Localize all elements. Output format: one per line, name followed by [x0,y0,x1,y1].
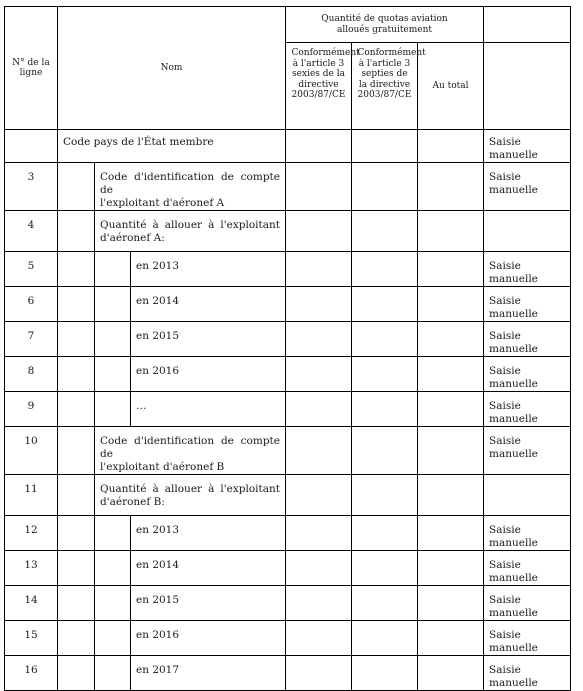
saisie-manuelle-label: Saisie manuelle [484,322,571,357]
row-label: Code d'identification de compte de l'exploitant d'aéronef A [95,163,286,211]
header-quota-group: Quantité de quotas aviation alloués gratuitement [286,7,484,43]
row-number: 15 [5,621,58,656]
indent-cell [95,621,131,656]
row-number: 8 [5,357,58,392]
indent-cell [95,252,131,287]
table-row [5,392,571,427]
cell-septies [352,211,418,252]
row-label: en 2014 [131,551,286,586]
row-number: 12 [5,516,58,551]
cell-septies [352,322,418,357]
cell-septies [352,252,418,287]
header-empty [484,7,571,43]
row-label: en 2013 [131,252,286,287]
row-number: 6 [5,287,58,322]
cell-septies [352,475,418,516]
indent-cell [95,392,131,427]
indent-cell [58,656,95,691]
cell-sexies [286,163,352,211]
saisie-manuelle-label: Saisie manuelle [484,586,571,621]
row-number: 3 [5,163,58,211]
saisie-manuelle-label: Saisie manuelle [484,656,571,691]
table-row [5,516,571,551]
saisie-manuelle-label: Saisie manuelle [484,551,571,586]
table-row [5,621,571,656]
row-label: en 2017 [131,656,286,691]
row-number: 16 [5,656,58,691]
cell-total [418,252,484,287]
row-number: 4 [5,211,58,252]
cell-septies [352,427,418,475]
table-row [5,551,571,586]
cell-total [418,621,484,656]
header-art-3-septies: Conformément à l'article 3 septies de la directive 2003/87/CE [352,43,418,130]
table-row [5,130,571,163]
row-label: en 2016 [131,621,286,656]
cell-septies [352,130,418,163]
cell-sexies [286,357,352,392]
indent-cell [58,252,95,287]
table-row [5,163,571,211]
table-row [5,357,571,392]
header-name: Nom [58,7,286,130]
indent-cell [95,322,131,357]
table-row [5,656,571,691]
indent-cell [95,357,131,392]
indent-cell [58,211,95,252]
row-number: 7 [5,322,58,357]
table-row [5,252,571,287]
table-row [5,287,571,322]
cell-sexies [286,656,352,691]
cell-total [418,656,484,691]
cell-sexies [286,322,352,357]
indent-cell [95,551,131,586]
cell-sexies [286,427,352,475]
row-label: Code pays de l'État membre [58,130,286,163]
row-number [5,130,58,163]
indent-cell [58,357,95,392]
cell-sexies [286,475,352,516]
indent-cell [95,516,131,551]
saisie-manuelle-label [484,211,571,252]
row-number: 9 [5,392,58,427]
cell-septies [352,551,418,586]
cell-total [418,516,484,551]
indent-cell [95,287,131,322]
cell-total [418,211,484,252]
cell-total [418,427,484,475]
cell-sexies [286,392,352,427]
indent-cell [58,287,95,322]
row-number: 13 [5,551,58,586]
row-number: 10 [5,427,58,475]
cell-sexies [286,516,352,551]
row-label: Quantité à allouer à l'exploitant d'aéronef A: [95,211,286,252]
cell-total [418,130,484,163]
saisie-manuelle-label: Saisie manuelle [484,357,571,392]
saisie-manuelle-label: Saisie manuelle [484,427,571,475]
indent-cell [58,392,95,427]
header-total: Au total [418,43,484,130]
cell-sexies [286,130,352,163]
cell-total [418,287,484,322]
indent-cell [58,163,95,211]
indent-cell [58,551,95,586]
cell-total [418,392,484,427]
cell-septies [352,516,418,551]
cell-total [418,357,484,392]
cell-septies [352,287,418,322]
row-number: 14 [5,586,58,621]
indent-cell [95,656,131,691]
cell-sexies [286,211,352,252]
saisie-manuelle-label: Saisie manuelle [484,392,571,427]
cell-sexies [286,287,352,322]
cell-septies [352,357,418,392]
table-row [5,322,571,357]
cell-sexies [286,551,352,586]
row-label: en 2013 [131,516,286,551]
cell-septies [352,656,418,691]
row-label: en 2016 [131,357,286,392]
saisie-manuelle-label: Saisie manuelle [484,621,571,656]
indent-cell [58,427,95,475]
row-label: Quantité à allouer à l'exploitant d'aéronef B: [95,475,286,516]
cell-septies [352,621,418,656]
saisie-manuelle-label: Saisie manuelle [484,516,571,551]
saisie-manuelle-label: Saisie manuelle [484,130,571,163]
indent-cell [58,516,95,551]
allocation-table [4,6,571,691]
row-label: en 2015 [131,586,286,621]
saisie-manuelle-label [484,475,571,516]
cell-septies [352,392,418,427]
table-row [5,475,571,516]
header-line-number: N° de la ligne [5,7,58,130]
cell-total [418,475,484,516]
cell-sexies [286,252,352,287]
table-row [5,427,571,475]
saisie-manuelle-label: Saisie manuelle [484,287,571,322]
cell-total [418,551,484,586]
table-row [5,211,571,252]
row-label: en 2014 [131,287,286,322]
indent-cell [58,475,95,516]
cell-total [418,163,484,211]
header-art-3-sexies: Conformément à l'article 3 sexies de la directive 2003/87/CE [286,43,352,130]
cell-total [418,322,484,357]
header-row-1 [5,7,571,43]
row-label: Code d'identification de compte de l'exploitant d'aéronef B [95,427,286,475]
row-label: en 2015 [131,322,286,357]
cell-septies [352,163,418,211]
row-number: 5 [5,252,58,287]
row-label: … [131,392,286,427]
row-number: 11 [5,475,58,516]
indent-cell [58,621,95,656]
saisie-manuelle-label: Saisie manuelle [484,163,571,211]
header-empty-2 [484,43,571,130]
indent-cell [58,322,95,357]
cell-sexies [286,621,352,656]
saisie-manuelle-label: Saisie manuelle [484,252,571,287]
